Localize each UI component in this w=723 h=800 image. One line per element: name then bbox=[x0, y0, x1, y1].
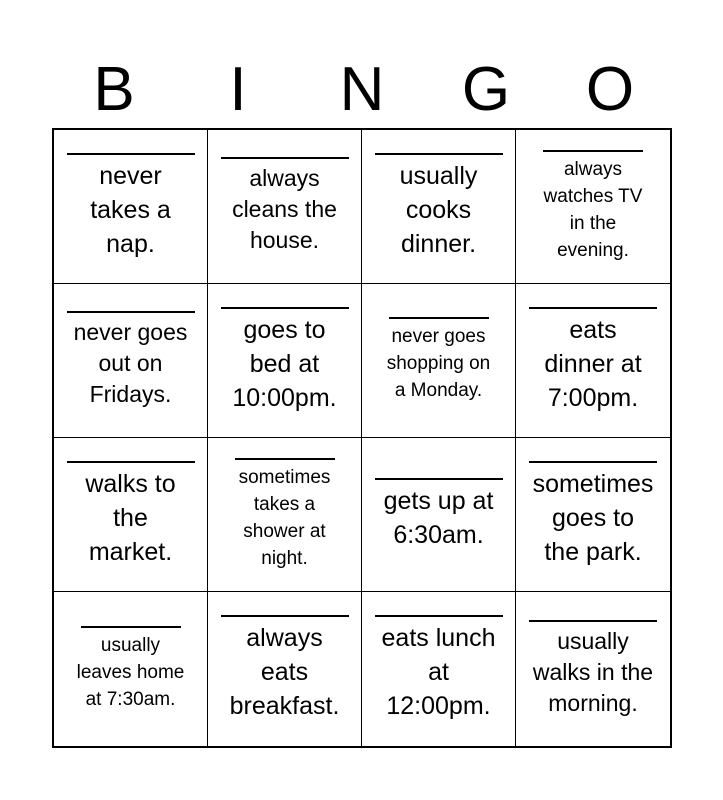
fill-in-blank bbox=[529, 461, 657, 463]
cell-text: usually cooks dinner. bbox=[399, 161, 478, 258]
fill-in-blank bbox=[67, 461, 195, 463]
fill-in-blank bbox=[389, 317, 489, 319]
bingo-cell[interactable] bbox=[362, 438, 516, 592]
fill-in-blank bbox=[67, 153, 195, 155]
bingo-cell[interactable] bbox=[208, 284, 362, 438]
fill-in-blank bbox=[375, 478, 503, 480]
fill-in-blank bbox=[529, 620, 657, 622]
bingo-cell[interactable] bbox=[362, 130, 516, 284]
header-letter-o: O bbox=[585, 55, 635, 124]
cell-text: never goes shopping on a Monday. bbox=[386, 326, 491, 401]
bingo-board bbox=[52, 128, 672, 748]
cell-text: eats dinner at 7:00pm. bbox=[544, 315, 642, 412]
bingo-cell[interactable] bbox=[208, 130, 362, 284]
bingo-cell[interactable] bbox=[516, 284, 670, 438]
fill-in-blank bbox=[375, 615, 503, 617]
bingo-cell[interactable] bbox=[362, 284, 516, 438]
header-letter-g: G bbox=[461, 55, 511, 124]
cell-text: sometimes takes a shower at night. bbox=[238, 466, 331, 569]
fill-in-blank bbox=[529, 307, 657, 309]
cell-text: usually leaves home at 7:30am. bbox=[76, 634, 185, 710]
bingo-cell[interactable] bbox=[208, 438, 362, 592]
fill-in-blank bbox=[235, 458, 335, 460]
cell-text: always cleans the house. bbox=[232, 165, 337, 253]
header-letter-b: B bbox=[93, 55, 135, 124]
header-letter-i: I bbox=[229, 55, 247, 124]
bingo-cell[interactable] bbox=[54, 438, 208, 592]
bingo-cell[interactable] bbox=[54, 130, 208, 284]
header-letter-n: N bbox=[339, 55, 385, 124]
cell-text: never goes out on Fridays. bbox=[73, 319, 188, 407]
fill-in-blank bbox=[221, 157, 349, 159]
fill-in-blank bbox=[375, 153, 503, 155]
cell-text: sometimes goes to the park. bbox=[532, 469, 654, 566]
cell-text: eats lunch at 12:00pm. bbox=[381, 624, 496, 720]
cell-text: always watches TV in the evening. bbox=[543, 158, 643, 261]
bingo-cell[interactable] bbox=[516, 438, 670, 592]
cell-text: walks to the market. bbox=[85, 469, 176, 566]
cell-text: always eats breakfast. bbox=[229, 624, 340, 720]
bingo-header bbox=[52, 52, 672, 128]
bingo-cell[interactable] bbox=[54, 592, 208, 746]
bingo-cell[interactable] bbox=[516, 592, 670, 746]
cell-text: never takes a nap. bbox=[90, 161, 171, 258]
bingo-cell[interactable] bbox=[362, 592, 516, 746]
bingo-cell[interactable] bbox=[516, 130, 670, 284]
cell-text: goes to bed at 10:00pm. bbox=[232, 315, 337, 412]
fill-in-blank bbox=[81, 626, 181, 628]
fill-in-blank bbox=[67, 311, 195, 313]
fill-in-blank bbox=[543, 150, 643, 152]
cell-text: gets up at 6:30am. bbox=[383, 486, 494, 549]
fill-in-blank bbox=[221, 615, 349, 617]
fill-in-blank bbox=[221, 307, 349, 309]
cell-text: usually walks in the morning. bbox=[532, 627, 654, 716]
bingo-cell[interactable] bbox=[208, 592, 362, 746]
bingo-cell[interactable] bbox=[54, 284, 208, 438]
